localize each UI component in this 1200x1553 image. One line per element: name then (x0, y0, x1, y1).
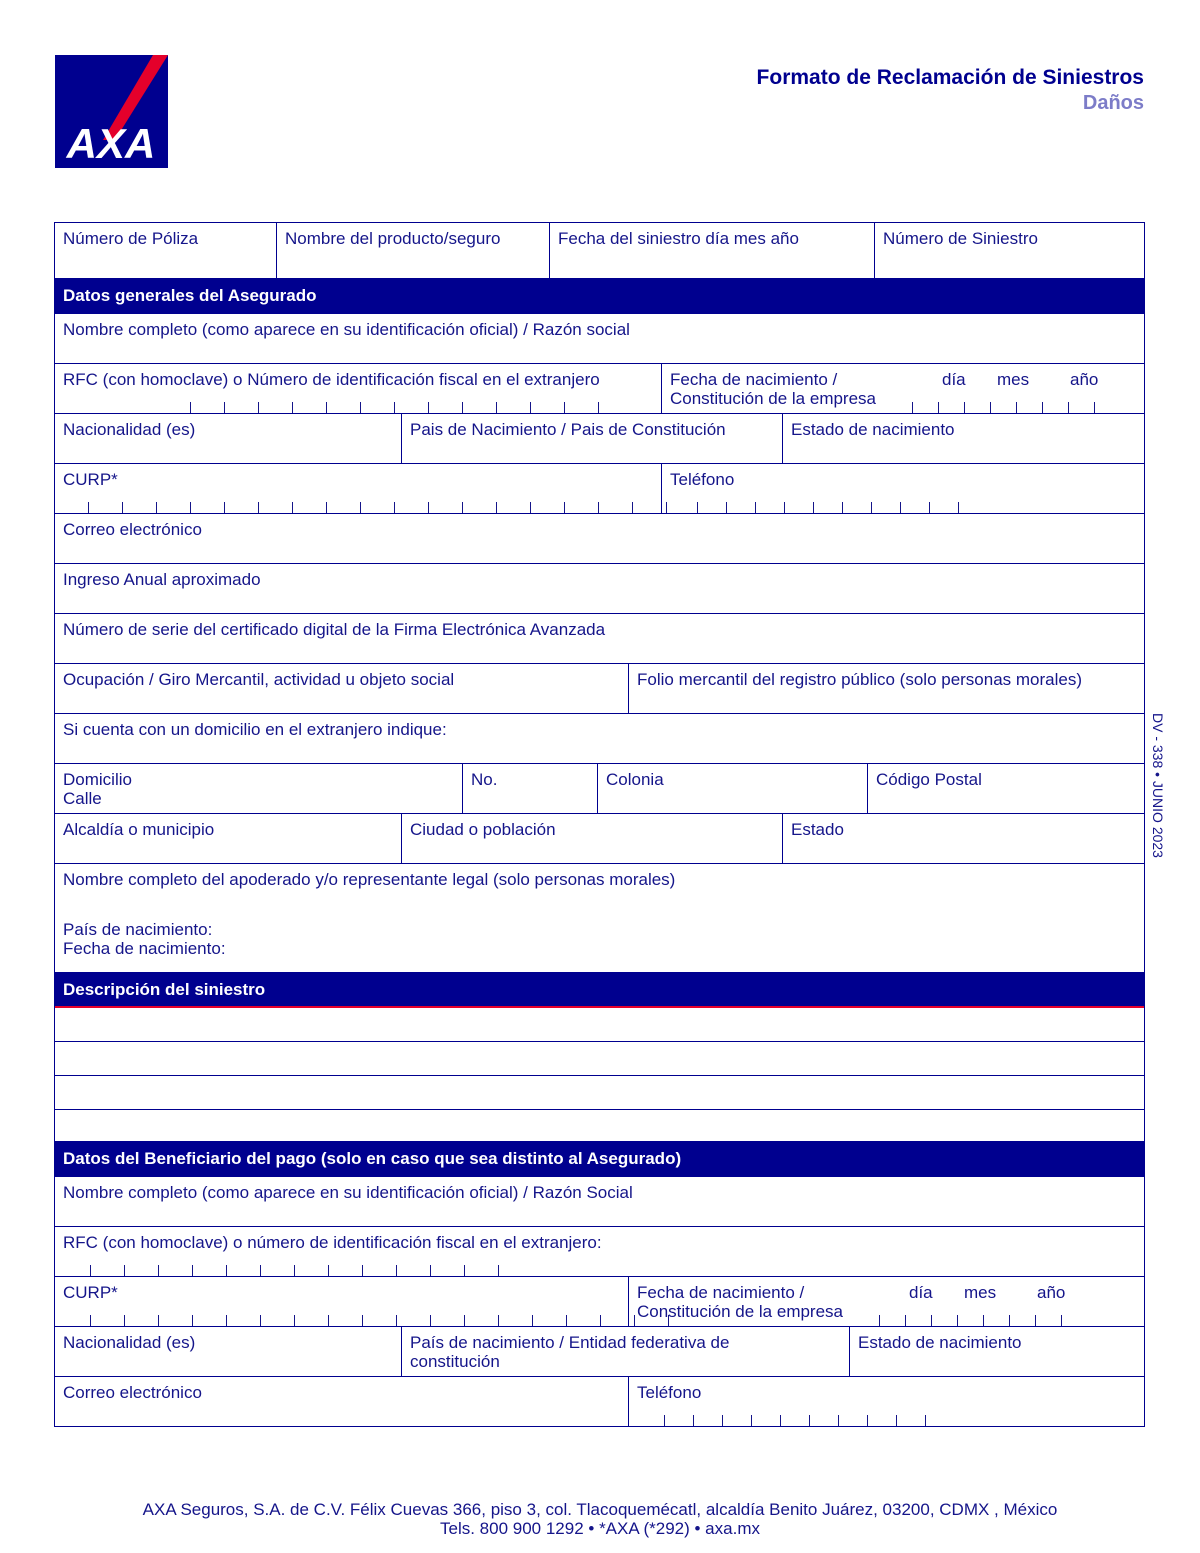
page-title: Formato de Reclamación de Siniestros (756, 66, 1144, 89)
benef-fecha-nac-ticks (879, 1315, 1087, 1326)
anio-label: año (1070, 370, 1099, 389)
ciudad-field[interactable] (402, 814, 783, 863)
claim-form (54, 222, 1145, 1427)
no-field[interactable] (463, 764, 598, 813)
header (757, 66, 1144, 115)
pais-field[interactable] (402, 414, 783, 463)
footer (0, 1500, 1200, 1538)
correo-field[interactable] (55, 514, 1144, 563)
ocupacion-field[interactable] (55, 664, 629, 713)
benef-correo-field[interactable] (55, 1377, 629, 1426)
poliza-label: Número de Póliza (63, 229, 199, 248)
numero-siniestro-label: Número de Siniestro (883, 229, 1038, 248)
folio-label: Folio mercantil del registro público (solo personas morales) (637, 670, 1083, 689)
benef-curp-field[interactable] (55, 1277, 629, 1326)
descripcion-line-4[interactable] (55, 1110, 1144, 1142)
estado-nac-field[interactable] (783, 414, 1144, 463)
nombre-label: Nombre completo (como aparece en su identificación oficial) / Razón social (63, 320, 630, 339)
curp-ticks (88, 502, 700, 513)
dia-label: día (942, 370, 966, 389)
benef-rfc-label: RFC (con homoclave) o número de identificación fiscal en el extranjero: (63, 1233, 602, 1252)
telefono-label: Teléfono (670, 470, 735, 489)
benef-nacionalidad-field[interactable] (55, 1327, 402, 1376)
ocupacion-label: Ocupación / Giro Mercantil, actividad u objeto social (63, 670, 455, 689)
rfc-label: RFC (con homoclave) o Número de identificación fiscal en el extranjero (63, 370, 600, 389)
descripcion-line-3[interactable] (55, 1076, 1144, 1110)
apoderado-field[interactable] (55, 864, 1144, 972)
constitucion-label: Constitución de la empresa (670, 389, 877, 408)
benef-rfc-ticks (90, 1265, 532, 1276)
top-row (55, 223, 1144, 279)
alcaldia-field[interactable] (55, 814, 402, 863)
benef-nacionalidad-label: Nacionalidad (es) (63, 1333, 196, 1352)
benef-telefono-field[interactable] (629, 1377, 1144, 1426)
fecha-nac-apoderado-label: Fecha de nacimiento: (63, 939, 226, 958)
fecha-nac-label: Fecha de nacimiento / (670, 370, 838, 389)
extranjero-label: Si cuenta con un domicilio en el extranjero indique: (63, 720, 447, 739)
nacionalidad-field[interactable] (55, 414, 402, 463)
producto-label: Nombre del producto/seguro (285, 229, 501, 248)
extranjero-field[interactable] (55, 714, 1144, 763)
pais-nac-label: País de nacimiento: (63, 920, 213, 939)
benef-pais-field[interactable] (402, 1327, 850, 1376)
section-descripcion: Descripción del siniestro (55, 973, 1144, 1008)
fecha-nac-ticks (912, 402, 1120, 413)
benef-dia-label: día (909, 1283, 933, 1302)
benef-fecha-nac-field[interactable] (629, 1277, 1144, 1326)
producto-field[interactable] (277, 223, 550, 278)
mes-label: mes (997, 370, 1030, 389)
estado-field[interactable] (783, 814, 1144, 863)
nombre-field[interactable] (55, 314, 1144, 363)
benef-anio-label: año (1037, 1283, 1066, 1302)
side-code (1148, 715, 1168, 885)
benef-constitucion-pais-label: constitución (410, 1352, 500, 1371)
benef-nombre-label: Nombre completo (como aparece en su identificación oficial) / Razón Social (63, 1183, 633, 1202)
benef-rfc-field[interactable] (55, 1227, 1144, 1276)
apoderado-label: Nombre completo del apoderado y/o representante legal (solo personas morales) (63, 870, 676, 889)
benef-estado-nac-label: Estado de nacimiento (858, 1333, 1022, 1352)
firma-field[interactable] (55, 614, 1144, 663)
rfc-ticks (190, 402, 632, 413)
alcaldia-label: Alcaldía o municipio (63, 820, 215, 839)
curp-field[interactable] (55, 464, 662, 513)
cp-label: Código Postal (876, 770, 982, 789)
page-subtitle: Daños (1082, 92, 1144, 114)
fecha-siniestro-field[interactable] (550, 223, 875, 278)
rfc-field[interactable] (55, 364, 662, 413)
colonia-field[interactable] (598, 764, 868, 813)
domicilio-label: Domicilio (63, 770, 132, 789)
benef-telefono-label: Teléfono (637, 1383, 702, 1402)
section-asegurado: Datos generales del Asegurado (55, 279, 1144, 314)
descripcion-line-1[interactable] (55, 1008, 1144, 1042)
ciudad-label: Ciudad o población (410, 820, 556, 839)
descripcion-line-2[interactable] (55, 1042, 1144, 1076)
domicilio-field[interactable] (55, 764, 463, 813)
benef-nombre-field[interactable] (55, 1177, 1144, 1226)
poliza-field[interactable] (55, 223, 277, 278)
fecha-siniestro-label: Fecha del siniestro día mes año (558, 229, 799, 248)
benef-constitucion-label: Constitución de la empresa (637, 1302, 844, 1321)
estado-nac-label: Estado de nacimiento (791, 420, 955, 439)
cp-field[interactable] (868, 764, 1144, 813)
folio-field[interactable] (629, 664, 1144, 713)
no-label: No. (471, 770, 498, 789)
logo-text: AXA (66, 120, 156, 167)
benef-curp-ticks (90, 1315, 669, 1326)
benef-curp-label: CURP* (63, 1283, 118, 1302)
benef-pais-label: País de nacimiento / Entidad federativa de (410, 1333, 730, 1352)
footer-address: AXA Seguros, S.A. de C.V. Félix Cuevas 366, piso 3, col. Tlacoquemécatl, alcaldía Benito Juárez, 03200, CDMX , México (142, 1500, 1058, 1519)
benef-fecha-nac-label: Fecha de nacimiento / (637, 1283, 805, 1302)
firma-label: Número de serie del certificado digital de la Firma Electrónica Avanzada (63, 620, 606, 639)
side-code-text: DV - 338 • JUNIO 2023 (1150, 713, 1166, 858)
estado-label: Estado (791, 820, 844, 839)
benef-estado-nac-field[interactable] (850, 1327, 1144, 1376)
telefono-ticks (697, 502, 987, 513)
section-beneficiario: Datos del Beneficiario del pago (solo en caso que sea distinto al Asegurado) (55, 1142, 1144, 1177)
benef-telefono-ticks (664, 1415, 954, 1426)
numero-siniestro-field[interactable] (875, 223, 1144, 278)
correo-label: Correo electrónico (63, 520, 202, 539)
pais-label: Pais de Nacimiento / Pais de Constitución (410, 420, 726, 439)
curp-label: CURP* (63, 470, 118, 489)
benef-correo-label: Correo electrónico (63, 1383, 202, 1402)
calle-label: Calle (63, 789, 102, 808)
colonia-label: Colonia (606, 770, 664, 789)
telefono-field[interactable] (662, 464, 1144, 513)
axa-logo (55, 55, 168, 168)
benef-mes-label: mes (964, 1283, 997, 1302)
ingreso-label: Ingreso Anual aproximado (63, 570, 261, 589)
nacionalidad-label: Nacionalidad (es) (63, 420, 196, 439)
footer-contact: Tels. 800 900 1292 • *AXA (*292) • axa.mx (440, 1519, 760, 1538)
fecha-nac-field[interactable] (662, 364, 1144, 413)
ingreso-field[interactable] (55, 564, 1144, 613)
